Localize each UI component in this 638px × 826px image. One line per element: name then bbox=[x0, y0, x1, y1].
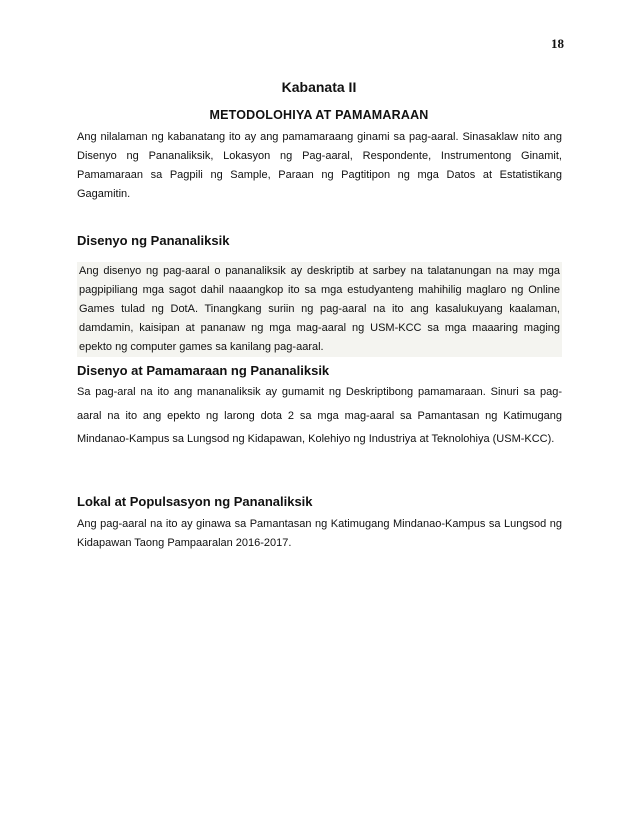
section-body-disenyo bbox=[77, 262, 562, 357]
section-body-lokal bbox=[77, 515, 562, 553]
chapter-subtitle: METODOLOHIYA AT PAMAMARAAN bbox=[209, 108, 429, 122]
chapter-title: Kabanata II bbox=[281, 79, 357, 95]
section-heading-pamamaraan: Disenyo at Pamamaraan ng Pananaliksik bbox=[77, 363, 330, 378]
section-paragraph-pamamaraan: Sa pag-aral na ito ang mananaliksik ay gumamit ng Deskriptibong pamamaraan. Sinuri sa pag-aaral na ito ang epekto ng larong dota 2 sa mga mag-aaral sa Pamantasan ng Katimugang Mindanao-Kampus sa Lungsod ng Kidapawan, Kolehiyo ng Industriya at Teknolohiya (USM-KCC). bbox=[77, 386, 562, 445]
intro-block bbox=[77, 128, 562, 204]
intro-paragraph: Ang nilalaman ng kabanatang ito ay ang pamamaraang ginami sa pag-aaral. Sinasaklaw nito ang Disenyo ng Pananaliksik, Lokasyon ng Pag-aaral, Respondente, Instrumentong Ginamit, Pamamaraan sa Pagpili ng Sample, Paraan ng Pagtitipon ng mga Datos at Estatistikang Gagamitin. bbox=[77, 131, 562, 200]
section-paragraph-disenyo: Ang disenyo ng pag-aaral o pananaliksik ay deskriptib at sarbey na talatanungan na may mga pagpipiliang mga sagot dahil naaangkop ito sa mga estudyanteng mahihilig maglaro ng Online Games tulad ng DotA. Tinangkang suriin ng pag-aaral na ito ang kasalukuyang kaalaman, damdamin, kaisipan at pananaw ng mga mag-aaral ng USM-KCC sa mga maaaring maging epekto ng computer games sa kanilang pag-aaral. bbox=[79, 265, 560, 353]
section-heading-disenyo: Disenyo ng Pananaliksik bbox=[77, 233, 230, 248]
section-paragraph-lokal: Ang pag-aaral na ito ay ginawa sa Pamantasan ng Katimugang Mindanao-Kampus sa Lungsod ng Kidapawan Taong Pampaaralan 2016-2017. bbox=[77, 518, 562, 549]
section-heading-lokal: Lokal at Populsasyon ng Pananaliksik bbox=[77, 494, 313, 509]
page-number: 18 bbox=[551, 36, 564, 51]
section-body-pamamaraan bbox=[77, 381, 562, 452]
